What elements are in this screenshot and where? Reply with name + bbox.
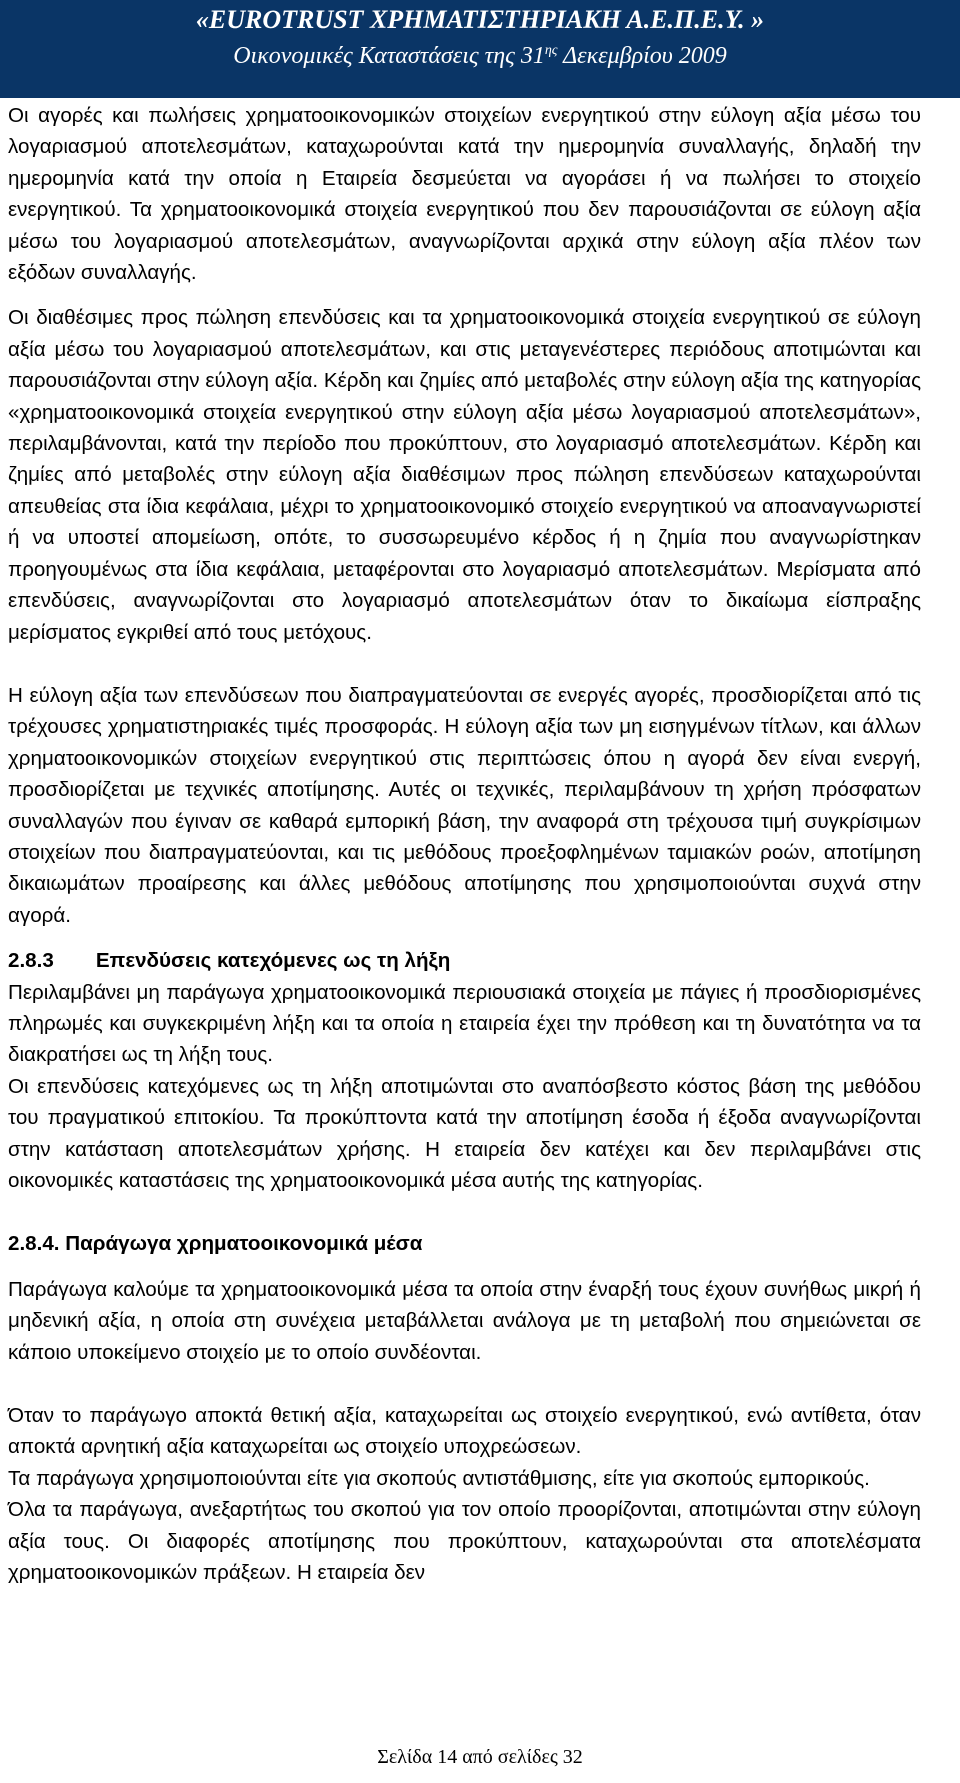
document-header (0, 0, 960, 98)
paragraph-held-to-maturity: Περιλαμβάνει μη παράγωγα χρηματοοικονομικά περιουσιακά στοιχεία με πάγιες ή προσδιορισμένες πληρωμές και συγκεκριμένη λήξη και τα οποία η εταιρεία έχει την πρόθεση και τη δυνατότητα να τα διακρατήσει ως τη λήξη τους. (8, 980, 921, 1067)
subtitle-post: Δεκεμβρίου 2009 (557, 43, 727, 69)
statement-subtitle (0, 36, 960, 71)
section-heading-2-8-3 (8, 945, 921, 976)
paragraph-derivatives-valuation: Όλα τα παράγωγα, ανεξαρτήτως του σκοπού για τον οποίο προορίζονται, αποτιμώνται στην εύλογη αξία τους. Οι διαφορές αποτίμησης που προκύπτουν, καταχωρούνται στα αποτελέσματα χρηματοοικονομικών πράξεων. Η εταιρεία δεν (8, 1498, 921, 1585)
paragraph-derivatives-purpose: Τα παράγωγα χρησιμοποιούνται είτε για σκοπούς αντιστάθμισης, είτε για σκοπούς εμπορικούς. (8, 1466, 870, 1490)
paragraph-derivatives-recognition: Όταν το παράγωγο αποκτά θετική αξία, καταχωρείται ως στοιχείο ενεργητικού, ενώ αντίθετα, όταν αποκτά αρνητική αξία καταχωρείται ως στοιχείο υποχρεώσεων. (8, 1404, 921, 1459)
section-title: Επενδύσεις κατεχόμενες ως τη λήξη (95, 949, 451, 973)
section-number: 2.8.3 (8, 949, 54, 973)
paragraph-derivatives-definition: Παράγωγα καλούμε τα χρηματοοικονομικά μέσα τα οποία στην έναρξή τους έχουν συνήθως μικρή ή μηδενική αξία, η οποία στη συνέχεια μεταβάλλεται ανάλογα με τη μεταβολή που σημειώνεται σε κάποιο υποκείμενο στοιχείο με το οποίο συνδέονται. (8, 1277, 921, 1364)
paragraph-valuation: Οι διαθέσιμες προς πώληση επενδύσεις και τα χρηματοοικονομικά στοιχεία ενεργητικού σε εύλογη αξία μέσω του λογαριασμού αποτελεσμάτων, και στις μεταγενέστερες περιόδους αποτιμώνται και παρουσιάζονται στην εύλογη αξία. Κέρδη και ζημίες από μεταβολές στην εύλογη αξία της κατηγορίας «χρηματοοικονομικά στοιχεία ενεργητικού στην εύλογη αξία μέσω λογαριασμού αποτελεσμάτων», περιλαμβάνονται, κατά την περίοδο που προκύπτουν, στο λογαριασμό αποτελεσμάτων. Κέρδη και ζημίες από μεταβολές στην εύλογη αξία διαθέσιμων προς πώληση επενδύσεων καταχωρούνται απευθείας στα ίδια κεφάλαια, μέχρι το χρηματοοικονομικό στοιχείο ενεργητικού να αποαναγνωριστεί ή να υποστεί απομείωση, οπότε, το συσσωρευμένο κέρδος ή η ζημία που αναγνωρίστηκαν προηγουμένως στα ίδια κεφάλαια, μεταφέρονται στο λογαριασμό αποτελεσμάτων. Μερίσματα από επενδύσεις, αναγνωρίζονται στο λογαριασμό αποτελεσμάτων όταν το δικαίωμα είσπραξης μερίσματος εγκριθεί από τους μετόχους. (8, 306, 921, 644)
subtitle-pre: Οικονομικές Καταστάσεις της 31 (233, 43, 545, 69)
paragraph-fair-value: Η εύλογη αξία των επενδύσεων που διαπραγματεύονται σε ενεργές αγορές, προσδιορίζεται από τις τρέχουσες χρηματιστηριακές τιμές προσφοράς. Η εύλογη αξία των μη εισηγμένων τίτλων, και άλλων χρηματοοικονομικών στοιχείων ενεργητικού στις περιπτώσεις όπου η αγορά δεν είναι ενεργή, προσδιορίζεται με τεχνικές αποτίμησης. Αυτές οι τεχνικές, περιλαμβάνουν τη χρήση πρόσφατων συναλλαγών που έγιναν σε καθαρά εμπορική βάση, την αναφορά στη τρέχουσα τιμή συγκρίσιμων στοιχείων που διαπραγματεύονται, και τις μεθόδους προεξοφλημένων ταμιακών ροών, αποτίμηση δικαιωμάτων προαίρεσης και άλλες μεθόδους αποτίμησης που χρησιμοποιούνται συχνά στην αγορά. (8, 683, 921, 927)
section-heading-2-8-4: 2.8.4. Παράγωγα χρηματοοικονομικά μέσα (8, 1232, 423, 1256)
document-body (8, 100, 921, 1588)
page-number: Σελίδα 14 από σελίδες 32 (377, 1746, 583, 1768)
paragraph-amortised-cost: Οι επενδύσεις κατεχόμενες ως τη λήξη αποτιμώνται στο αναπόσβεστο κόστος βάση της μεθόδου του πραγματικού επιτοκίου. Τα προκύπτοντα κατά την αποτίμηση έσοδα ή έξοδα αναγνωρίζονται στην κατάσταση αποτελεσμάτων χρήσης. Η εταιρεία δεν κατέχει και δεν περιλαμβάνει στις οικονομικές καταστάσεις της χρηματοοικονομικά μέσα αυτής της κατηγορίας. (8, 1074, 921, 1192)
subtitle-sup: ης (544, 43, 558, 58)
paragraph-trade-date: Οι αγορές και πωλήσεις χρηματοοικονομικών στοιχείων ενεργητικού στην εύλογη αξία μέσω του λογαριασμού αποτελεσμάτων, καταχωρούνται κατά την ημερομηνία συναλλαγής, δηλαδή την ημερομηνία κατά την οποία η Εταιρεία δεσμεύεται να αγοράσει ή να πωλήσει το στοιχείο ενεργητικού. Τα χρηματοοικονομικά στοιχεία ενεργητικού που δεν παρουσιάζονται σε εύλογη αξία μέσω του λογαριασμού αποτελεσμάτων, αναγνωρίζονται αρχικά στην εύλογη αξία πλέον των εξόδων συναλλαγής. (8, 104, 921, 285)
company-name: «EUROTRUST ΧΡΗΜΑΤΙΣΤΗΡΙΑΚΗ Α.Ε.Π.Ε.Υ. » (195, 5, 765, 34)
